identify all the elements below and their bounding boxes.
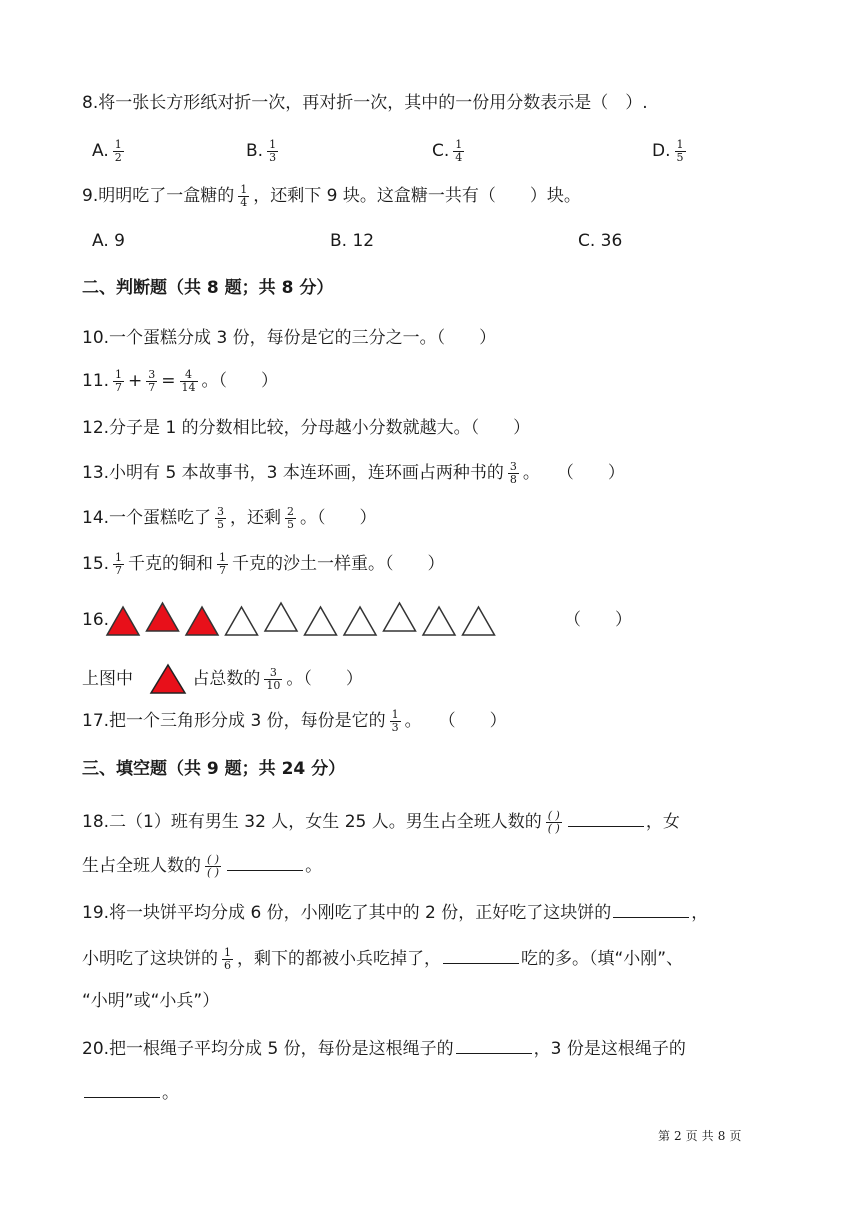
question-9: 9.明明吃了一盒糖的 $\frac{1}{4}$ ，还剩下 9 块。这盒糖一共有（ ）块。 [82,182,581,209]
answer-blank[interactable] [568,808,644,827]
question-16-paren: （ ） [564,610,632,630]
question-10: 10.一个蛋糕分成 3 份，每份是它的三分之一。（ ） [82,328,497,348]
question-18-line-2: 生占全班人数的 $\frac{( )}{( )}$ 。 [82,852,323,879]
question-14: 14.一个蛋糕吃了 $\frac{3}{5}$ ，还剩 $\frac{2}{5}$ 。（ ） [82,504,377,531]
q8-option-a: A. $\frac{1}{2}$ [92,137,122,164]
q8-option-c: C. $\frac{1}{4}$ [432,137,463,164]
question-19-line-3: “小明”或“小兵”） [82,991,220,1011]
empty-triangle-icon [344,607,376,635]
question-19-line-1: 19.将一块饼平均分成 6 份，小刚吃了其中的 2 份，正好吃了这块饼的 ， [82,899,708,926]
question-17: 17.把一个三角形分成 3 份，每份是它的 $\frac{1}{3}$ 。 （ ） [82,707,507,734]
answer-blank[interactable] [443,945,519,964]
question-12: 12.分子是 1 的分数相比较，分母越小分数就越大。（ ） [82,418,531,438]
filled-triangle-icon [186,607,218,635]
answer-blank[interactable] [456,1035,532,1054]
empty-triangle-icon [305,607,337,635]
empty-triangle-icon [265,603,297,631]
q8-option-d: D. $\frac{1}{5}$ [652,137,684,164]
question-20-line-2: 。 [82,1079,179,1106]
empty-triangle-icon [463,607,495,635]
page-footer: 第 2 页 共 8 页 [658,1129,742,1143]
empty-triangle-icon [226,607,258,635]
question-18-line-1: 18.二（1）班有男生 32 人，女生 25 人。男生占全班人数的 $\frac{( )}{( )}$ ，女 [82,808,680,835]
empty-triangle-icon [423,607,455,635]
question-15: 15. $\frac{1}{7}$ 千克的铜和 $\frac{1}{7}$ 千克的沙土一样重。（ ） [82,550,445,577]
question-16-statement: 上图中 占总数的 $\frac{3}{10}$ 。（ ） [82,662,363,696]
question-11: 11. $\frac{1}{7}$ + $\frac{3}{7}$ = $\frac{4}{14}$ 。（ ） [82,367,279,394]
answer-blank[interactable] [613,899,689,918]
question-20-line-1: 20.把一根绳子平均分成 5 份，每份是这根绳子的 ，3 份是这根绳子的 [82,1035,686,1062]
q9-option-a: A. 9 [92,231,125,251]
question-16-label: 16. [82,610,110,630]
q9-option-c: C. 36 [578,231,623,251]
question-8: 8.将一张长方形纸对折一次，再对折一次，其中的一份用分数表示是（ ）. [82,93,648,113]
question-19-line-2: 小明吃了这块饼的 $\frac{1}{6}$ ，剩下的都被小兵吃掉了， 吃的多。（填“小刚”、 [82,945,684,972]
section-heading-fill-in: 三、填空题（共 9 题；共 24 分） [82,759,346,779]
answer-blank[interactable] [227,852,303,871]
filled-triangle-icon [107,607,139,635]
question-13: 13.小明有 5 本故事书，3 本连环画，连环画占两种书的 $\frac{3}{8}$ 。 （ ） [82,459,625,486]
filled-triangle-icon [148,662,188,696]
q8-option-b: B. $\frac{1}{3}$ [246,137,277,164]
section-heading-judgment: 二、判断题（共 8 题；共 8 分） [82,278,334,298]
filled-triangle-icon [147,603,179,631]
q9-option-b: B. 12 [330,231,375,251]
triangle-row [104,599,544,639]
empty-triangle-icon [384,603,416,631]
answer-blank[interactable] [84,1079,160,1098]
